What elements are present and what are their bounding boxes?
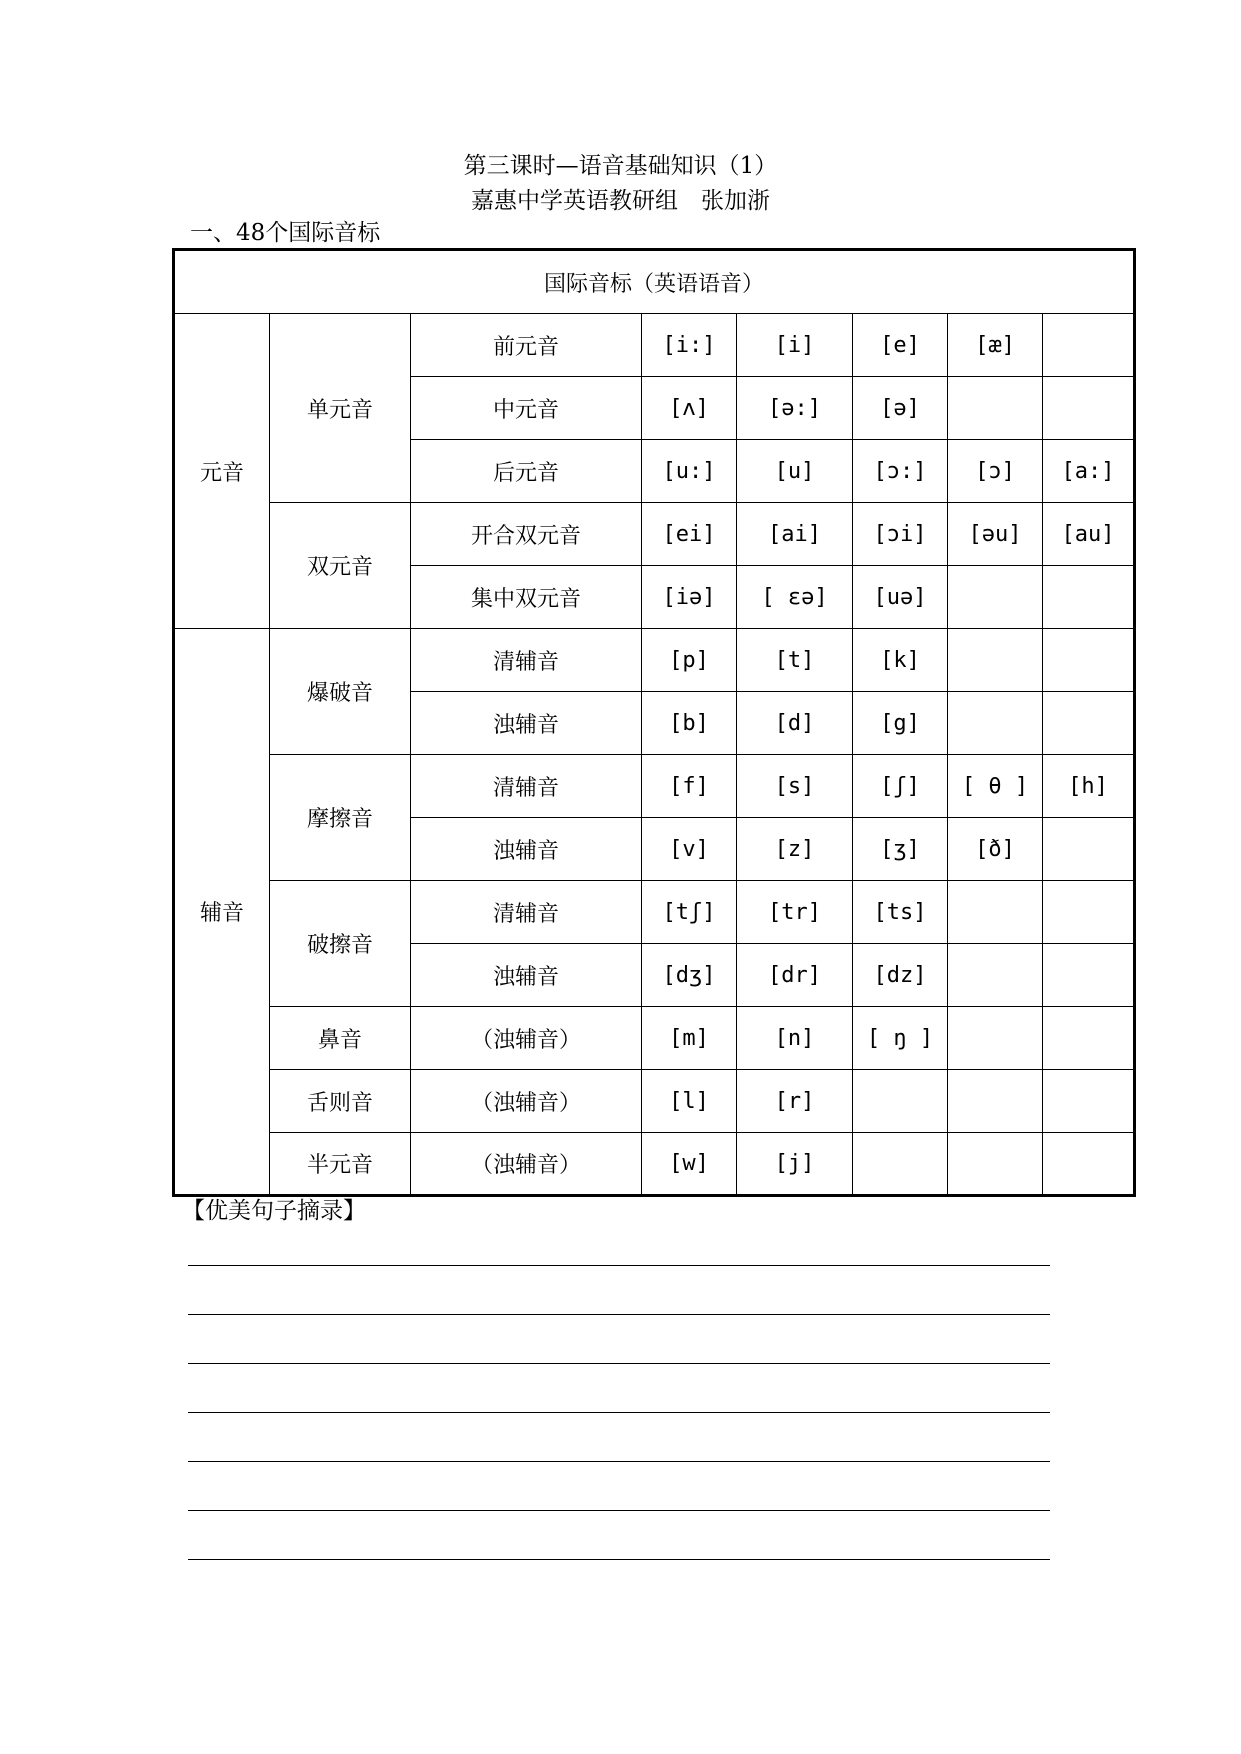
- group-cell: 破擦音: [270, 881, 411, 1007]
- ipa-symbol-cell: [1043, 1070, 1135, 1133]
- ipa-table: [172, 248, 1136, 1197]
- ipa-symbol-cell: [ə:]: [737, 377, 853, 440]
- ipa-symbol-cell: [ɔ:]: [853, 440, 948, 503]
- row-label: （浊辅音）: [411, 1007, 642, 1070]
- ipa-symbol-cell: [1043, 944, 1135, 1007]
- ipa-symbol-cell: [v]: [642, 818, 737, 881]
- ipa-symbol-cell: [i]: [737, 314, 853, 377]
- ipa-symbol-cell: [l]: [642, 1070, 737, 1133]
- table-caption: 国际音标（英语语音）: [174, 250, 1135, 314]
- row-label: 清辅音: [411, 881, 642, 944]
- ipa-symbol-cell: [j]: [737, 1133, 853, 1196]
- ipa-symbol-cell: [r]: [737, 1070, 853, 1133]
- ipa-symbol-cell: [s]: [737, 755, 853, 818]
- ipa-symbol-cell: [i:]: [642, 314, 737, 377]
- ipa-symbol-cell: [948, 944, 1043, 1007]
- ipa-symbol-cell: [ɔi]: [853, 503, 948, 566]
- ipa-symbol-cell: [u]: [737, 440, 853, 503]
- ipa-symbol-cell: [dʒ]: [642, 944, 737, 1007]
- ipa-symbol-cell: [948, 1133, 1043, 1196]
- writing-line[interactable]: [188, 1510, 1050, 1511]
- ipa-symbol-cell: [853, 1070, 948, 1133]
- group-cell: 摩擦音: [270, 755, 411, 881]
- ipa-symbol-cell: [n]: [737, 1007, 853, 1070]
- ipa-symbol-cell: [u:]: [642, 440, 737, 503]
- ipa-symbol-cell: [b]: [642, 692, 737, 755]
- page-subtitle: 嘉惠中学英语教研组 张加浙: [471, 188, 770, 214]
- ipa-symbol-cell: [ ŋ ]: [853, 1007, 948, 1070]
- ipa-symbol-cell: [ð]: [948, 818, 1043, 881]
- row-label: （浊辅音）: [411, 1070, 642, 1133]
- ipa-symbol-cell: [1043, 1007, 1135, 1070]
- row-label: 前元音: [411, 314, 642, 377]
- row-label: 开合双元音: [411, 503, 642, 566]
- table-row: [174, 629, 1135, 692]
- ipa-symbol-cell: [uə]: [853, 566, 948, 629]
- group-cell: 双元音: [270, 503, 411, 629]
- ipa-symbol-cell: [ə]: [853, 377, 948, 440]
- row-label: 浊辅音: [411, 692, 642, 755]
- ipa-symbol-cell: [t]: [737, 629, 853, 692]
- table-row: [174, 755, 1135, 818]
- writing-line[interactable]: [188, 1461, 1050, 1462]
- page-title: 第三课时—语音基础知识（1）: [463, 153, 778, 179]
- table-row: [174, 1007, 1135, 1070]
- ipa-symbol-cell: [g]: [853, 692, 948, 755]
- row-label: 清辅音: [411, 755, 642, 818]
- ipa-symbol-cell: [ʃ]: [853, 755, 948, 818]
- writing-line[interactable]: [188, 1314, 1050, 1315]
- ipa-symbol-cell: [z]: [737, 818, 853, 881]
- writing-line[interactable]: [188, 1363, 1050, 1364]
- ipa-symbol-cell: [k]: [853, 629, 948, 692]
- ipa-symbol-cell: [1043, 566, 1135, 629]
- ipa-symbol-cell: [948, 629, 1043, 692]
- group-cell: 鼻音: [270, 1007, 411, 1070]
- table-row: [174, 1133, 1135, 1196]
- ipa-symbol-cell: [tr]: [737, 881, 853, 944]
- ipa-symbol-cell: [əu]: [948, 503, 1043, 566]
- ipa-symbol-cell: [ εə]: [737, 566, 853, 629]
- ipa-symbol-cell: [ei]: [642, 503, 737, 566]
- ipa-symbol-cell: [1043, 377, 1135, 440]
- row-label: 浊辅音: [411, 944, 642, 1007]
- group-cell: 半元音: [270, 1133, 411, 1196]
- ipa-symbol-cell: [948, 881, 1043, 944]
- ipa-symbol-cell: [1043, 314, 1135, 377]
- ipa-symbol-cell: [948, 692, 1043, 755]
- ipa-symbol-cell: [f]: [642, 755, 737, 818]
- ipa-symbol-cell: [w]: [642, 1133, 737, 1196]
- ipa-symbol-cell: [m]: [642, 1007, 737, 1070]
- writing-line[interactable]: [188, 1412, 1050, 1413]
- table-row: [174, 1070, 1135, 1133]
- table-row: [174, 314, 1135, 377]
- row-label: 中元音: [411, 377, 642, 440]
- excerpt-heading: 【优美句子摘录】: [182, 1198, 366, 1224]
- writing-line[interactable]: [188, 1559, 1050, 1560]
- ipa-symbol-cell: [1043, 818, 1135, 881]
- row-label: （浊辅音）: [411, 1133, 642, 1196]
- ipa-symbol-cell: [p]: [642, 629, 737, 692]
- ipa-symbol-cell: [948, 566, 1043, 629]
- group-cell: 舌则音: [270, 1070, 411, 1133]
- category-cell: 辅音: [174, 629, 270, 1196]
- ipa-symbol-cell: [æ]: [948, 314, 1043, 377]
- ipa-symbol-cell: [853, 1133, 948, 1196]
- ipa-symbol-cell: [ʌ]: [642, 377, 737, 440]
- row-label: 浊辅音: [411, 818, 642, 881]
- ipa-symbol-cell: [a:]: [1043, 440, 1135, 503]
- ipa-symbol-cell: [dr]: [737, 944, 853, 1007]
- ipa-symbol-cell: [e]: [853, 314, 948, 377]
- ipa-symbol-cell: [948, 377, 1043, 440]
- table-row: [174, 881, 1135, 944]
- row-label: 后元音: [411, 440, 642, 503]
- ipa-symbol-cell: [ɔ]: [948, 440, 1043, 503]
- ipa-symbol-cell: [1043, 692, 1135, 755]
- ipa-symbol-cell: [dz]: [853, 944, 948, 1007]
- ipa-symbol-cell: [ai]: [737, 503, 853, 566]
- category-cell: 元音: [174, 314, 270, 629]
- ipa-symbol-cell: [au]: [1043, 503, 1135, 566]
- ipa-symbol-cell: [ θ ]: [948, 755, 1043, 818]
- ipa-symbol-cell: [ʒ]: [853, 818, 948, 881]
- table-row: [174, 503, 1135, 566]
- section-heading: 一、48个国际音标: [190, 220, 381, 246]
- ipa-symbol-cell: [1043, 629, 1135, 692]
- ipa-symbol-cell: [ts]: [853, 881, 948, 944]
- writing-line[interactable]: [188, 1265, 1050, 1266]
- ipa-symbol-cell: [iə]: [642, 566, 737, 629]
- row-label: 集中双元音: [411, 566, 642, 629]
- ipa-symbol-cell: [948, 1007, 1043, 1070]
- ipa-symbol-cell: [h]: [1043, 755, 1135, 818]
- row-label: 清辅音: [411, 629, 642, 692]
- group-cell: 单元音: [270, 314, 411, 503]
- ipa-symbol-cell: [948, 1070, 1043, 1133]
- ipa-symbol-cell: [d]: [737, 692, 853, 755]
- ipa-symbol-cell: [1043, 881, 1135, 944]
- ipa-symbol-cell: [tʃ]: [642, 881, 737, 944]
- group-cell: 爆破音: [270, 629, 411, 755]
- ipa-symbol-cell: [1043, 1133, 1135, 1196]
